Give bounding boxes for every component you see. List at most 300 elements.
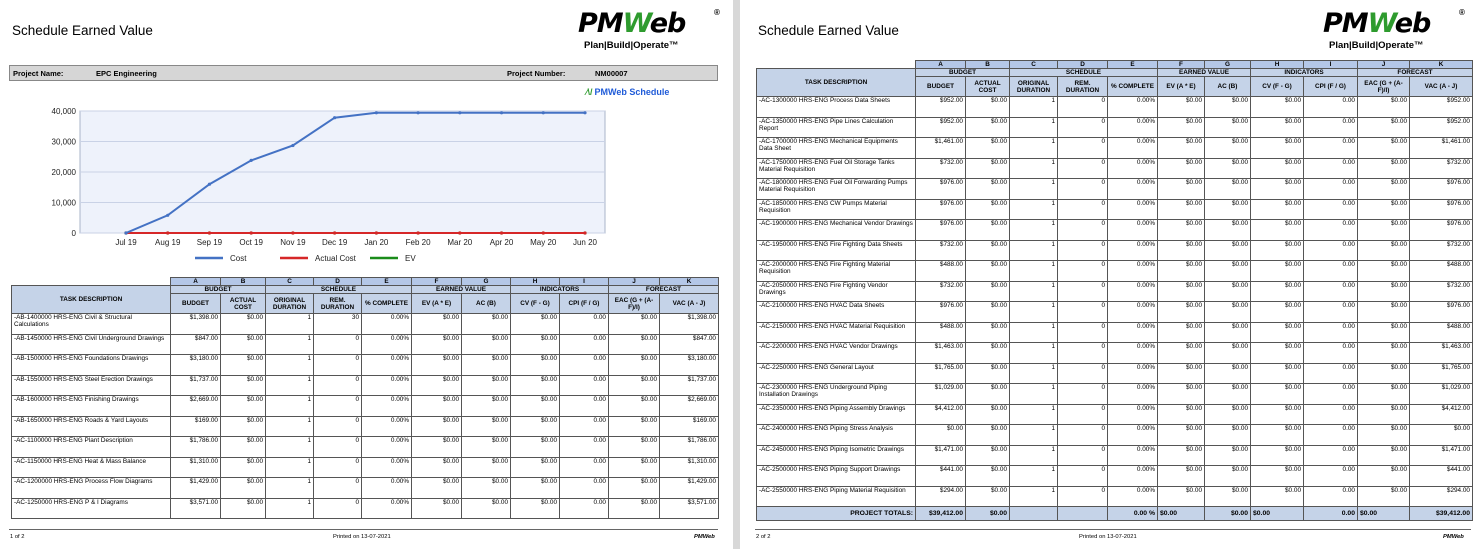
cell-cpi: 0.00	[560, 498, 609, 519]
table-row	[12, 375, 719, 396]
cell-rd: 0	[314, 334, 362, 355]
cell-acb: $0.00	[1205, 158, 1251, 179]
cell-od: 1	[1010, 384, 1058, 405]
report-title: Schedule Earned Value	[12, 23, 153, 38]
cell-od: 1	[1010, 138, 1058, 159]
column-header: ACTUAL COST	[221, 294, 266, 314]
cell-rd: 0	[314, 375, 362, 396]
task-description: -AC-2200000 HRS-ENG HVAC Vendor Drawings	[757, 343, 916, 364]
data-point	[166, 231, 169, 234]
cell-od: 1	[1010, 199, 1058, 220]
cell-cv: $0.00	[511, 375, 560, 396]
cell-cv: $0.00	[1251, 220, 1304, 241]
cell-od: 1	[1010, 343, 1058, 364]
column-letter: I	[1304, 61, 1358, 69]
cell-ev: $0.00	[412, 457, 462, 478]
cell-acb: $0.00	[1205, 466, 1251, 487]
cell-vac: $4,412.00	[1410, 404, 1473, 425]
table-row	[12, 498, 719, 519]
cell-ac: $0.00	[966, 486, 1010, 507]
cell-cv: $0.00	[1251, 158, 1304, 179]
cell-cpi: 0.00	[560, 437, 609, 458]
cell-rd: 0	[1058, 199, 1108, 220]
column-header: AC (B)	[462, 294, 511, 314]
cell-eac: $0.00	[1358, 425, 1410, 446]
cell-pct: 0.00%	[1108, 281, 1158, 302]
column-header: BUDGET	[916, 77, 966, 97]
column-letter: C	[266, 278, 314, 286]
cell-budget: $294.00	[916, 486, 966, 507]
cell-rd: 0	[1058, 445, 1108, 466]
column-header: REM. DURATION	[1058, 77, 1108, 97]
cell-rd: 0	[1058, 220, 1108, 241]
cell-eac: $0.00	[1358, 138, 1410, 159]
cell-cv: $0.00	[1251, 384, 1304, 405]
cell-ev: $0.00	[412, 334, 462, 355]
cell-ev: $0.00	[412, 314, 462, 335]
table-row	[757, 240, 1473, 261]
cell-cv: $0.00	[1251, 322, 1304, 343]
cell-vac: $3,180.00	[660, 355, 719, 376]
column-group-header: EARNED VALUE	[412, 286, 511, 294]
project-name-value: EPC Engineering	[96, 69, 157, 78]
cell-od: 1	[1010, 97, 1058, 118]
cell-vac: $976.00	[1410, 220, 1473, 241]
cell-ac: $0.00	[966, 179, 1010, 200]
cell-ac: $0.00	[966, 384, 1010, 405]
project-name-label: Project Name:	[13, 69, 64, 78]
x-tick-label: Jan 20	[364, 238, 389, 247]
cell-cpi: 0.00	[560, 375, 609, 396]
cell-rd: 0	[1058, 363, 1108, 384]
y-tick-label: 40,000	[51, 107, 76, 116]
cell-cv: $0.00	[1251, 302, 1304, 323]
column-header: CV (F - G)	[511, 294, 560, 314]
cell-cv: $0.00	[511, 334, 560, 355]
cell-cv: $0.00	[1251, 117, 1304, 138]
column-header: BUDGET	[171, 294, 221, 314]
cell-ev: $0.00	[1158, 445, 1205, 466]
column-letter-row	[12, 278, 719, 286]
cell-acb: $0.00	[462, 375, 511, 396]
cell-cpi: 0.00	[1304, 384, 1358, 405]
cell-eac: $0.00	[609, 498, 660, 519]
totals-label: PROJECT TOTALS:	[757, 507, 916, 521]
cell-rd: 0	[1058, 425, 1108, 446]
x-tick-label: Dec 19	[321, 238, 348, 247]
task-description: -AB-1550000 HRS-ENG Steel Erection Drawings	[12, 375, 171, 396]
cell-budget: $952.00	[916, 117, 966, 138]
cell-vac: $847.00	[660, 334, 719, 355]
column-header: % COMPLETE	[362, 294, 412, 314]
cell-budget: $976.00	[916, 199, 966, 220]
cell-cpi: 0.00	[560, 457, 609, 478]
cell-acb: $0.00	[462, 396, 511, 417]
cell-vac: $952.00	[1410, 97, 1473, 118]
column-letter: G	[1205, 61, 1251, 69]
cell-acb: $0.00	[462, 334, 511, 355]
cell-budget: $169.00	[171, 416, 221, 437]
table-row	[757, 322, 1473, 343]
cell-acb: $0.00	[1205, 199, 1251, 220]
cell-ac: $0.00	[966, 199, 1010, 220]
cell-od: 1	[266, 416, 314, 437]
data-point	[458, 231, 461, 234]
cell-acb: $0.00	[1205, 384, 1251, 405]
column-letter: E	[362, 278, 412, 286]
cell-rd: 0	[1058, 384, 1108, 405]
cell-cv: $0.00	[511, 416, 560, 437]
table-row	[12, 334, 719, 355]
cell-cpi: 0.00	[1304, 466, 1358, 487]
printed-date: Printed on 13-07-2021	[1079, 534, 1137, 540]
cell-od: 1	[266, 314, 314, 335]
cell-cpi: 0.00	[1304, 363, 1358, 384]
task-description: -AC-1750000 HRS-ENG Fuel Oil Storage Tanks Material Requisition	[757, 158, 916, 179]
cell-rd: 0	[314, 416, 362, 437]
cell-pct: 0.00%	[362, 457, 412, 478]
y-tick-label: 0	[71, 229, 76, 238]
cell-ac: $0.00	[221, 355, 266, 376]
cell-ev: $0.00	[1158, 425, 1205, 446]
data-point	[208, 183, 211, 186]
cell-pct: 0.00%	[1108, 466, 1158, 487]
cell-pct: 0.00%	[1108, 240, 1158, 261]
cell-pct: 0.00%	[1108, 322, 1158, 343]
cell-eac: $0.00	[1358, 466, 1410, 487]
cell-pct: 0.00%	[362, 478, 412, 499]
schedule-spark-icon: ⁄\/	[586, 87, 593, 97]
cell-vac: $732.00	[1410, 240, 1473, 261]
cell-eac: $0.00	[609, 457, 660, 478]
cell-cpi: 0.00	[1304, 425, 1358, 446]
cell-eac: $0.00	[609, 355, 660, 376]
cell-cv: $0.00	[1251, 445, 1304, 466]
cell-pct: 0.00%	[362, 355, 412, 376]
column-header: EAC (G + (A-F)/I)	[609, 294, 660, 314]
cell-vac: $3,571.00	[660, 498, 719, 519]
legend-label: EV	[405, 254, 416, 263]
column-letter: I	[560, 278, 609, 286]
column-header: ORIGINAL DURATION	[1010, 77, 1058, 97]
cell-eac: $0.00	[609, 437, 660, 458]
column-letter: G	[462, 278, 511, 286]
task-description: -AC-1200000 HRS-ENG Process Flow Diagrams	[12, 478, 171, 499]
cell-cv: $0.00	[511, 437, 560, 458]
cell-acb: $0.00	[462, 416, 511, 437]
cell-eac: $0.00	[609, 396, 660, 417]
cell-budget: $441.00	[916, 466, 966, 487]
table-row	[757, 363, 1473, 384]
cell-ev: $0.00	[1158, 240, 1205, 261]
cell-od: 1	[266, 478, 314, 499]
cell-cpi: 0.00	[1304, 281, 1358, 302]
column-letter: E	[1108, 61, 1158, 69]
cell-ac: $0.00	[221, 437, 266, 458]
task-description: -AC-1250000 HRS-ENG P & I Diagrams	[12, 498, 171, 519]
cell-pct: 0.00%	[362, 375, 412, 396]
cell-pct: 0.00%	[362, 396, 412, 417]
cell-cpi: 0.00	[1304, 322, 1358, 343]
cell-budget: $4,412.00	[916, 404, 966, 425]
data-point	[416, 111, 419, 114]
cell-vac: $1,737.00	[660, 375, 719, 396]
cell-ev: $0.00	[1158, 281, 1205, 302]
cell-pct: 0.00%	[1108, 220, 1158, 241]
page-number: 2 of 2	[756, 534, 771, 540]
cell-pct: 0.00%	[1108, 179, 1158, 200]
cell-rd: 0	[314, 457, 362, 478]
cell-vac: $1,765.00	[1410, 363, 1473, 384]
cell-cpi: 0.00	[560, 416, 609, 437]
x-tick-label: Sep 19	[196, 238, 223, 247]
cell-pct: 0.00%	[362, 314, 412, 335]
cell-vac: $2,669.00	[660, 396, 719, 417]
column-letter: A	[171, 278, 221, 286]
cell-vac: $1,463.00	[1410, 343, 1473, 364]
column-letter: F	[1158, 61, 1205, 69]
cell-rd: 0	[1058, 240, 1108, 261]
cell-acb: $0.00	[1205, 138, 1251, 159]
cell-vac: $976.00	[1410, 302, 1473, 323]
cell-vac: $294.00	[1410, 486, 1473, 507]
task-description: -AC-2000000 HRS-ENG Fire Fighting Material Requisition	[757, 261, 916, 282]
table-row	[757, 281, 1473, 302]
cell-ev: $0.00	[1158, 138, 1205, 159]
cell-rd: 0	[1058, 97, 1108, 118]
footer-brand: PMWeb	[694, 534, 715, 540]
cell-eac: $0.00	[609, 478, 660, 499]
task-description: -AB-1650000 HRS-ENG Roads & Yard Layouts	[12, 416, 171, 437]
cell-ev: $0.00	[412, 396, 462, 417]
cell-rd: 0	[1058, 261, 1108, 282]
cell-ev: $0.00	[1158, 158, 1205, 179]
cell-eac: $0.00	[1358, 179, 1410, 200]
total-actual-cost: $0.00	[966, 507, 1010, 521]
column-group-header: INDICATORS	[1251, 69, 1358, 77]
task-description: -AC-2300000 HRS-ENG Underground Piping Installation Drawings	[757, 384, 916, 405]
cell-budget: $732.00	[916, 240, 966, 261]
pmweb-logo: PMWeb ® Plan|Build|Operate™	[1323, 8, 1465, 51]
data-point	[375, 111, 378, 114]
cell-budget: $732.00	[916, 158, 966, 179]
task-description: -AC-2550000 HRS-ENG Piping Material Requisition	[757, 486, 916, 507]
cell-rd: 0	[1058, 486, 1108, 507]
total-ev: $0.00	[1158, 507, 1205, 521]
table-row	[757, 261, 1473, 282]
cell-rd: 0	[314, 437, 362, 458]
cell-ev: $0.00	[1158, 97, 1205, 118]
cell-eac: $0.00	[609, 314, 660, 335]
report-page-1	[0, 0, 733, 549]
cell-eac: $0.00	[1358, 404, 1410, 425]
cell-budget: $952.00	[916, 97, 966, 118]
cell-ev: $0.00	[1158, 466, 1205, 487]
task-description: -AC-2400000 HRS-ENG Piping Stress Analysis	[757, 425, 916, 446]
legend-label: Actual Cost	[315, 254, 356, 263]
x-tick-label: Aug 19	[155, 238, 181, 247]
cell-cv: $0.00	[1251, 240, 1304, 261]
table-row	[757, 343, 1473, 364]
cell-ac: $0.00	[966, 404, 1010, 425]
total-vac: $39,412.00	[1410, 507, 1473, 521]
cell-od: 1	[266, 437, 314, 458]
task-description: -AB-1500000 HRS-ENG Foundations Drawings	[12, 355, 171, 376]
data-point	[250, 231, 253, 234]
project-number-value: NM00007	[595, 69, 628, 78]
task-description: -AB-1400000 HRS-ENG Civil & Structural Calculations	[12, 314, 171, 335]
cell-od: 1	[266, 396, 314, 417]
legend-label: Cost	[230, 254, 247, 263]
cell-vac: $169.00	[660, 416, 719, 437]
cell-rd: 0	[1058, 281, 1108, 302]
cell-cpi: 0.00	[1304, 179, 1358, 200]
cell-cpi: 0.00	[560, 396, 609, 417]
cell-acb: $0.00	[1205, 343, 1251, 364]
cell-eac: $0.00	[1358, 281, 1410, 302]
cell-eac: $0.00	[1358, 158, 1410, 179]
cell-acb: $0.00	[1205, 322, 1251, 343]
cell-od: 1	[1010, 466, 1058, 487]
total-rem-duration	[1058, 507, 1108, 521]
table-row	[757, 302, 1473, 323]
cell-eac: $0.00	[1358, 445, 1410, 466]
printed-date: Printed on 13-07-2021	[333, 534, 391, 540]
cell-cpi: 0.00	[560, 478, 609, 499]
pmweb-schedule-link[interactable]: ⁄\/ PMWeb Schedule	[586, 87, 670, 97]
cell-ev: $0.00	[412, 375, 462, 396]
cell-acb: $0.00	[462, 478, 511, 499]
cell-ac: $0.00	[966, 97, 1010, 118]
cell-od: 1	[1010, 486, 1058, 507]
data-point	[291, 144, 294, 147]
cell-od: 1	[266, 375, 314, 396]
y-tick-label: 10,000	[51, 198, 76, 208]
cell-ev: $0.00	[1158, 404, 1205, 425]
table-row	[12, 416, 719, 437]
column-letter: J	[609, 278, 660, 286]
column-group-header: EARNED VALUE	[1158, 69, 1251, 77]
cell-ev: $0.00	[412, 416, 462, 437]
column-header: EAC (G + (A-F)/I)	[1358, 77, 1410, 97]
column-group-header: BUDGET	[171, 286, 266, 294]
task-description: -AC-1700000 HRS-ENG Mechanical Equipments Data Sheet	[757, 138, 916, 159]
task-description: -AC-2150000 HRS-ENG HVAC Material Requisition	[757, 322, 916, 343]
cell-pct: 0.00%	[1108, 117, 1158, 138]
cell-od: 1	[1010, 261, 1058, 282]
column-header: CPI (F / G)	[1304, 77, 1358, 97]
cell-ac: $0.00	[221, 478, 266, 499]
cell-od: 1	[1010, 445, 1058, 466]
table-row	[12, 457, 719, 478]
task-description: -AC-2350000 HRS-ENG Piping Assembly Drawings	[757, 404, 916, 425]
cell-acb: $0.00	[1205, 281, 1251, 302]
data-point	[500, 231, 503, 234]
cell-cv: $0.00	[1251, 179, 1304, 200]
data-point	[208, 231, 211, 234]
data-point	[583, 111, 586, 114]
cell-budget: $1,310.00	[171, 457, 221, 478]
cell-eac: $0.00	[609, 416, 660, 437]
column-group-row	[757, 69, 1473, 77]
cell-pct: 0.00%	[1108, 425, 1158, 446]
cell-ev: $0.00	[1158, 117, 1205, 138]
cell-ac: $0.00	[966, 425, 1010, 446]
cell-acb: $0.00	[462, 355, 511, 376]
cell-pct: 0.00%	[1108, 158, 1158, 179]
footer-brand: PMWeb	[1443, 534, 1464, 540]
cell-budget: $2,669.00	[171, 396, 221, 417]
cell-rd: 0	[1058, 322, 1108, 343]
cell-cv: $0.00	[1251, 404, 1304, 425]
cell-ev: $0.00	[1158, 322, 1205, 343]
column-header: EV (A * E)	[412, 294, 462, 314]
y-tick-label: 30,000	[51, 137, 76, 147]
task-description-header: TASK DESCRIPTION	[757, 69, 916, 97]
cell-budget: $0.00	[916, 425, 966, 446]
cell-cv: $0.00	[1251, 97, 1304, 118]
total-original-duration	[1010, 507, 1058, 521]
table-row	[757, 486, 1473, 507]
cell-cpi: 0.00	[1304, 343, 1358, 364]
table-row	[757, 404, 1473, 425]
cell-od: 1	[1010, 240, 1058, 261]
cell-eac: $0.00	[1358, 261, 1410, 282]
table-row	[757, 445, 1473, 466]
cell-ev: $0.00	[1158, 363, 1205, 384]
total-ac: $0.00	[1205, 507, 1251, 521]
cell-od: 1	[1010, 425, 1058, 446]
column-group-header: BUDGET	[916, 69, 1010, 77]
cell-budget: $847.00	[171, 334, 221, 355]
table-row	[12, 396, 719, 417]
cell-ev: $0.00	[412, 478, 462, 499]
cell-ac: $0.00	[966, 343, 1010, 364]
cell-ev: $0.00	[1158, 343, 1205, 364]
cell-ac: $0.00	[966, 220, 1010, 241]
cell-ac: $0.00	[221, 498, 266, 519]
column-group-header: FORECAST	[609, 286, 719, 294]
table-row	[12, 437, 719, 458]
cell-cpi: 0.00	[1304, 486, 1358, 507]
cell-pct: 0.00%	[1108, 445, 1158, 466]
cell-pct: 0.00%	[362, 498, 412, 519]
data-point	[500, 111, 503, 114]
column-letter: K	[1410, 61, 1473, 69]
cell-od: 1	[1010, 363, 1058, 384]
x-tick-label: Apr 20	[489, 238, 514, 247]
cell-budget: $976.00	[916, 302, 966, 323]
column-group-header: SCHEDULE	[1010, 69, 1158, 77]
cell-rd: 0	[1058, 138, 1108, 159]
cell-pct: 0.00%	[1108, 97, 1158, 118]
cell-vac: $1,398.00	[660, 314, 719, 335]
cell-pct: 0.00%	[1108, 404, 1158, 425]
cell-pct: 0.00%	[1108, 138, 1158, 159]
cell-ac: $0.00	[966, 445, 1010, 466]
cell-eac: $0.00	[1358, 117, 1410, 138]
page-number: 1 of 2	[10, 534, 25, 540]
cell-ac: $0.00	[966, 302, 1010, 323]
data-point	[542, 231, 545, 234]
task-description: -AC-1150000 HRS-ENG Heat & Mass Balance	[12, 457, 171, 478]
table-row	[757, 384, 1473, 405]
y-tick-label: 20,000	[51, 168, 76, 177]
cell-budget: $1,786.00	[171, 437, 221, 458]
cell-ev: $0.00	[1158, 302, 1205, 323]
task-description: -AC-1100000 HRS-ENG Plant Description	[12, 437, 171, 458]
x-tick-label: May 20	[530, 238, 557, 247]
